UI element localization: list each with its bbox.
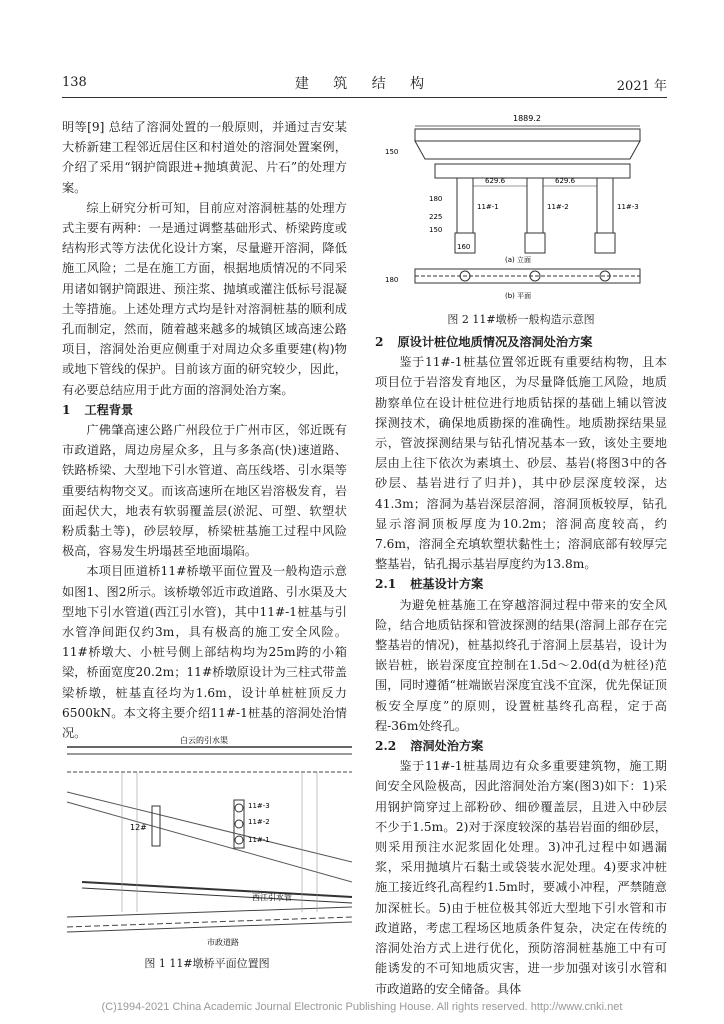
dimension-label: 180 [385,276,399,284]
road-edge [67,907,352,917]
figure-2 [385,104,665,309]
paragraph: 本项目匝道桥11#桥墩平面位置及一般构造示意如图1、图2所示。该桥墩邻近市政道路、引水渠及大型地下引水管道(西江引水管)，其中11#-1桩基与引水管净间距仅约3m，具有极高的施工安全风险。11#桥墩大、小桩号侧上部结构均为25m跨的小箱梁，桥面宽度20.2m；11#桥墩原设计为三柱式带盖梁桥墩，桩基直径均为1.6m，设计单桩桩顶反力6500kN。本文将主要介绍11#-1桩基的溶洞处治情况。 [62,564,347,741]
figure-1 [62,732,352,954]
pile-label: 11#-3 [617,203,639,211]
paragraph: 综上研究分析可知，目前应对溶洞桩基的处理方式主要有两种：一是通过调整基础形式、桥梁跨度或结构形式等方法优化设计方案，尽量避开溶洞，降低施工风险；二是在施工方面，根据地质情况的不同采用诸如钢护筒跟进、预注浆、抛填或灌注低标号混凝土等措施。上述处理方式均是针对溶洞桩基的顺利成孔而制定，然而，随着越来越多的城镇区域高速公路项目，溶洞处治更应侧重于对周边众多重要建(构)物或地下管线的保护。目前该方面的研究较少，因此，有必要总结应用于此方面的溶洞处治方案。 [62,200,347,397]
elevation-drawing [385,104,665,309]
right-column [375,332,667,999]
pile-label: 11#-1 [477,203,499,211]
bridge-deck [415,129,640,141]
column [527,178,543,233]
header-rule [62,97,667,98]
girder [415,141,640,159]
left-column [62,117,347,743]
dimension-label: 629.6 [485,177,506,185]
subfigure-label: (b) 平面 [505,292,532,300]
dimension-label: 629.6 [555,177,576,185]
dimension-label: 150 [385,148,399,156]
pile-label: 11#-2 [248,818,270,826]
column [597,178,613,233]
pile [595,233,615,253]
plan-drawing [62,732,352,954]
journal-title: 建 筑 结 构 [294,76,435,92]
section-heading: 2 原设计桩位地质情况及溶洞处治方案 [375,335,593,349]
pipe-line [82,882,352,897]
subfigure-label: (a) 立面 [505,256,531,264]
column [457,178,473,233]
page-number: 138 [62,75,87,90]
page-header [62,73,667,93]
pile-marker [235,804,243,812]
dimension-label: 225 [429,213,443,221]
dimension-label: 180 [429,195,443,203]
pier-label: 12# [130,823,147,832]
figure-1-caption: 图 1 11#墩桥平面位置图 [144,957,270,970]
pile-label: 11#-1 [248,836,270,844]
road-edge [67,917,352,927]
ramp-line [67,802,352,882]
road-edge [67,922,352,932]
figure-2-caption: 图 2 11#墩桥一般构造示意图 [447,313,595,326]
ramp-line [67,792,352,862]
road-label: 市政道路 [207,938,239,947]
paragraph: 为避免桩基施工在穿越溶洞过程中带来的安全风险，结合地质钻探和管波探测的结果(溶洞上部存在完整基岩的情况)，桩基拟终孔于溶洞上层基岩，设计为嵌岩桩，嵌岩深度宜控制在1.5d～2.0d(d为桩径)范围，同时遵循“桩端嵌岩深度宜浅不宜深，优先保证顶板安全厚度”的原则，设置桩基终孔高程，定于高程-36m处终孔。 [375,597,667,733]
pile-marker [235,836,243,844]
section-heading: 1 工程背景 [62,402,134,417]
issue-year: 2021 年 [616,79,667,94]
copyright-footer: (C)1994-2021 China Academic Journal Electronic Publishing House. All rights reserved. http://www.cnki.net [101,1001,623,1013]
pile-label: 11#-3 [248,802,270,810]
dimension-label: 160 [457,243,471,251]
paragraph: 鉴于11#-1桩基位置邻近既有重要结构物，且本项目位于岩溶发育地区，为尽量降低施工风险，地质勘察单位在设计桩位进行地质钻探的基础上辅以管波探测技术，确保地质勘探的准确性。地质勘探结果显示，管波探测结果与钻孔情况基本一致，该处主要地层由上往下依次为素填土、砂层、基岩(将图3中的各砂层、基岩进行了归并)，其中砂层深度较深，达41.3m；溶洞为基岩深层溶洞，溶洞顶板较厚，钻孔显示溶洞顶板厚度为10.2m；溶洞高度较高，约7.6m，溶洞全充填软塑状黏性土；溶洞底部有较厚完整基岩，钻孔揭示基岩厚度约为13.8m。 [375,355,667,572]
pipe-label: 西江引水管 [252,893,292,902]
subsection-heading: 2.2 溶洞处治方案 [375,739,484,754]
pier-cap-beam [435,164,630,178]
pile-marker [235,820,243,828]
canal-label: 白云的引水渠 [180,736,228,745]
dimension-label: 150 [429,226,443,234]
pile [525,233,545,253]
dimension-label: 1889.2 [513,114,541,123]
hatched-zone [122,772,317,912]
subsection-heading: 2.1 桩基设计方案 [375,577,484,592]
paragraph: 明等[9] 总结了溶洞处置的一般原则，并通过吉安某大桥新建工程邻近居住区和村道处的溶洞处置案例，介绍了采用“钢护筒跟进+抛填黄泥、片石”的处理方案。 [62,120,347,195]
paragraph: 鉴于11#-1桩基周边有众多重要建筑物，施工期间安全风险极高，因此溶洞处治方案(图3)如下：1)采用钢护筒穿过上部粉砂、细砂覆盖层，且进入中砂层不少于1.5m。2)对于深度较深的基岩岩面的细砂层，则采用预注水泥浆固化处理。3)冲孔过程中如遇漏浆，采用抛填片石黏土或袋装水泥处理。4)要求冲桩施工接近终孔高程约1.5m时，要减小冲程，严禁随意加深桩长。5)由于桩位极其邻近大型地下引水管和市政道路，考虑工程场区地质条件复杂，决定在传统的溶洞处治方式上进行优化，预防溶洞桩基施工中有可能诱发的不可知地质灾害，进一步加强对该引水管和市政道路的安全储备。具体 [375,759,667,996]
pile-label: 11#-2 [547,203,569,211]
paragraph: 广佛肇高速公路广州段位于广州市区，邻近既有市政道路，周边房屋众多，且与多条高(快)速道路、铁路桥梁、大型地下引水管道、高压线塔、引水渠等重要结构物交叉。而该高速所在地区岩溶极发育，岩面起伏大，地表有软弱覆盖层(淤泥、可塑、软塑状粉质黏土等)，砂层较厚，桥梁桩基施工过程中风险极高，容易发生坍塌甚至地面塌陷。 [62,423,347,559]
